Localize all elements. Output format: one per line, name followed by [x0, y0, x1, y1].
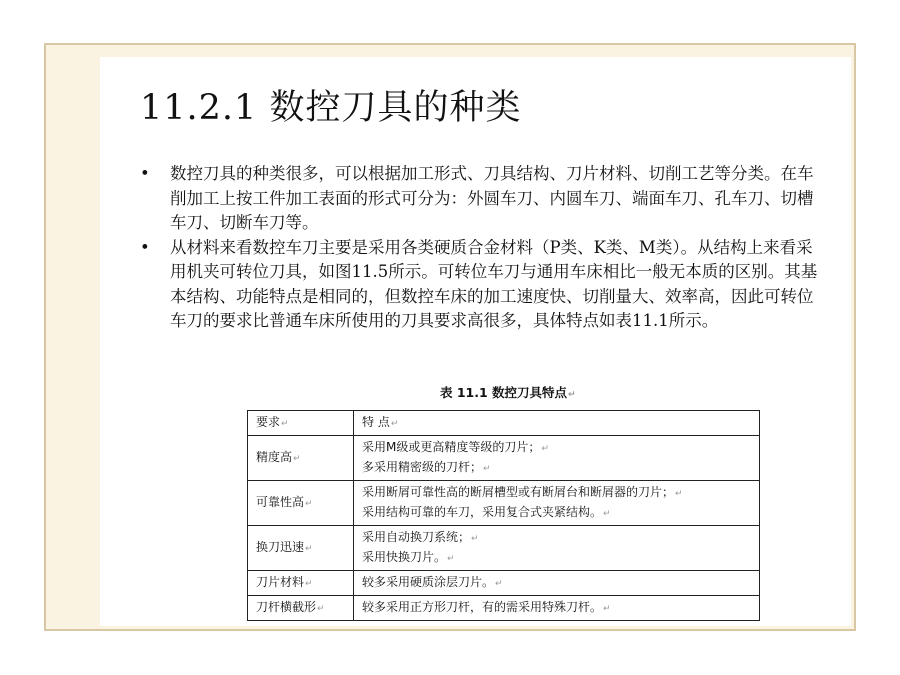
header-label: 特 点	[362, 415, 390, 429]
paragraph-mark-icon: ↵	[495, 579, 503, 589]
feature-text: 采用快换刀片。	[362, 550, 447, 564]
feature-line	[362, 503, 751, 523]
paragraph-mark-icon: ↵	[603, 604, 611, 614]
features-table	[247, 410, 760, 621]
feature-cell	[354, 571, 760, 596]
feature-line	[362, 458, 751, 478]
feature-cell	[354, 481, 760, 526]
requirement-cell	[248, 436, 354, 481]
requirement-text: 刀杆横截形	[256, 600, 317, 614]
bullet-text: 数控刀具的种类很多，可以根据加工形式、刀具结构、刀片材料、切削工艺等分类。在车削加工上按工件加工表面的形式可分为：外圆车刀、内圆车刀、端面车刀、孔车刀、切槽车刀、切断车刀等。	[170, 164, 814, 232]
slide-title: 11.2.1 数控刀具的种类	[140, 88, 522, 128]
header-label: 要求	[256, 415, 281, 429]
feature-line	[362, 598, 751, 618]
bullet-dot-icon: •	[140, 164, 150, 183]
paragraph-mark-icon: ↵	[305, 544, 313, 554]
feature-text: 采用结构可靠的车刀，采用复合式夹紧结构。	[362, 505, 603, 519]
paragraph-mark-icon: ↵	[293, 454, 301, 464]
paragraph-mark-icon: ↵	[317, 604, 325, 614]
paragraph-mark-icon: ↵	[483, 464, 491, 474]
paragraph-mark-icon: ↵	[390, 419, 399, 429]
feature-line	[362, 438, 751, 458]
feature-cell	[354, 596, 760, 621]
paragraph-mark-icon: ↵	[568, 390, 576, 400]
requirement-cell	[248, 596, 354, 621]
feature-line	[362, 483, 751, 503]
feature-line	[362, 548, 751, 568]
bullet-text: 从材料来看数控车刀主要是采用各类硬质合金材料（P类、K类、M类）。从结构上来看采用机夹可转位刀具，如图11.5所示。可转位车刀与通用车床相比一般无本质的区别。其基本结构、功能特点是相同的，但数控车床的加工速度快、切削量大、效率高，因此可转位车刀的要求比普通车床所使用的刀具要求高很多，具体特点如表11.1所示。	[170, 237, 818, 330]
paragraph-mark-icon: ↵	[305, 499, 313, 509]
paragraph-mark-icon: ↵	[471, 534, 479, 544]
requirement-cell	[248, 571, 354, 596]
feature-text: 采用M级或更高精度等级的刀片；	[362, 440, 541, 454]
bullet-dot-icon: •	[140, 237, 150, 257]
requirement-cell	[248, 481, 354, 526]
table-row	[248, 481, 760, 526]
table-caption-text: 表 11.1 数控刀具特点	[440, 385, 568, 400]
table-header-row	[248, 411, 760, 436]
paragraph-mark-icon: ↵	[305, 579, 313, 589]
paragraph-mark-icon: ↵	[447, 554, 455, 564]
requirement-cell	[248, 526, 354, 571]
bullet-item	[140, 236, 820, 334]
requirement-text: 换刀迅速	[256, 540, 305, 554]
feature-text: 采用自动换刀系统；	[362, 530, 471, 544]
bullet-list	[140, 162, 820, 334]
header-cell-requirement	[248, 411, 354, 436]
feature-text: 多采用精密级的刀杆；	[362, 460, 483, 474]
table-row	[248, 596, 760, 621]
bullet-item	[140, 162, 820, 236]
requirement-text: 精度高	[256, 450, 293, 464]
requirement-text: 刀片材料	[256, 575, 305, 589]
feature-text: 较多采用正方形刀杆，有的需采用特殊刀杆。	[362, 600, 603, 614]
paragraph-mark-icon: ↵	[603, 509, 611, 519]
paragraph-mark-icon: ↵	[281, 419, 289, 429]
feature-cell	[354, 436, 760, 481]
table-row	[248, 571, 760, 596]
requirement-text: 可靠性高	[256, 495, 305, 509]
feature-line	[362, 573, 751, 593]
table-row	[248, 526, 760, 571]
table-caption	[440, 383, 576, 401]
feature-text: 较多采用硬质涂层刀片。	[362, 575, 495, 589]
feature-line	[362, 528, 751, 548]
table-row	[248, 436, 760, 481]
feature-cell	[354, 526, 760, 571]
feature-text: 采用断屑可靠性高的断屑槽型或有断屑台和断屑器的刀片；	[362, 485, 675, 499]
header-cell-features	[354, 411, 760, 436]
paragraph-mark-icon: ↵	[541, 444, 549, 454]
paragraph-mark-icon: ↵	[675, 489, 683, 499]
